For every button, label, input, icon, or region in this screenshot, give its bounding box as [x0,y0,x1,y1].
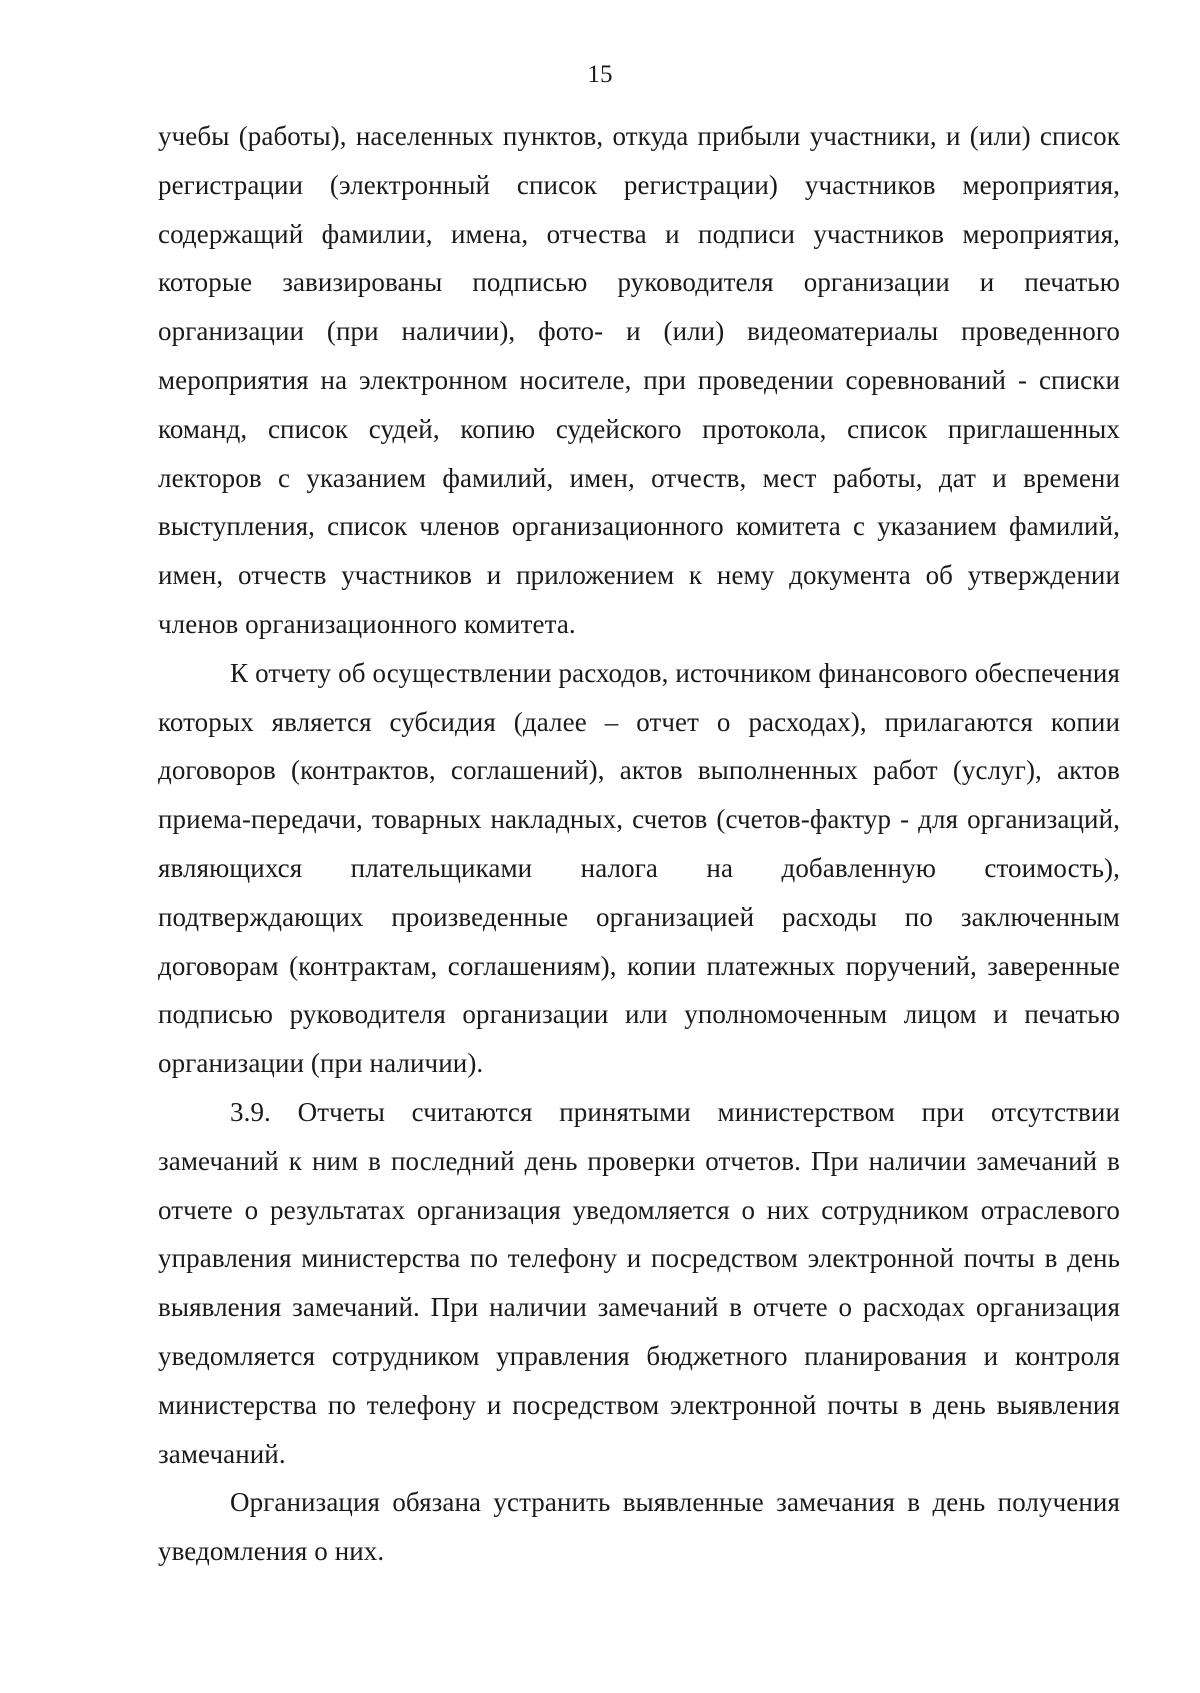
page-number: 15 [587,61,613,88]
paragraph-expense-report-attachments: К отчету об осуществлении расходов, источником финансового обеспечения которых является субсидия (далее – отчет о расходах), прилагаются копии договоров (контрактов, соглашений), актов выполненных работ (услуг), актов приема-передачи, товарных накладных, счетов (счетов-фактур - для организаций, являющихся плательщиками налога на добавленную стоимость), подтверждающих произведенные организацией расходы по заключенным договорам (контрактам, соглашениям), копии платежных поручений, заверенные подписью руководителя организации или уполномоченным лицом и печатью организации (при наличии). [158,657,1120,1079]
paragraph-section-3-9-acceptance: 3.9. Отчеты считаются принятыми министерством при отсутствии замечаний к ним в последний день проверки отчетов. При наличии замечаний в отчете о результатах организация уведомляется о них сотрудником отраслевого управления министерства по телефону и посредством электронной почты в день выявления замечаний. При наличии замечаний в отчете о расходах организация уведомляется сотрудником управления бюджетного планирования и контроля министерства по телефону и посредством электронной почты в день выявления замечаний. [158,1096,1120,1469]
paragraph-reporting-documents-continued: учебы (работы), населенных пунктов, откуда прибыли участники, и (или) список регистрации (электронный список регистрации) участников мероприятия, содержащий фамилии, имена, отчества и подписи участников мероприятия, которые завизированы подписью руководителя организации и печатью организации (при наличии), фото- и (или) видеоматериалы проведенного мероприятия на электронном носителе, при проведении соревнований - списки команд, список судей, копию судейского протокола, список приглашенных лекторов с указанием фамилий, имен, отчеств, мест работы, дат и времени выступления, список членов организационного комитета с указанием фамилий, имен, отчеств участников и приложением к нему документа об утверждении членов организационного комитета. [158,121,1120,639]
paragraph-remedy-obligation: Организация обязана устранить выявленные замечания в день получения уведомления о них. [158,1487,1120,1567]
document-body [158,112,1120,1576]
